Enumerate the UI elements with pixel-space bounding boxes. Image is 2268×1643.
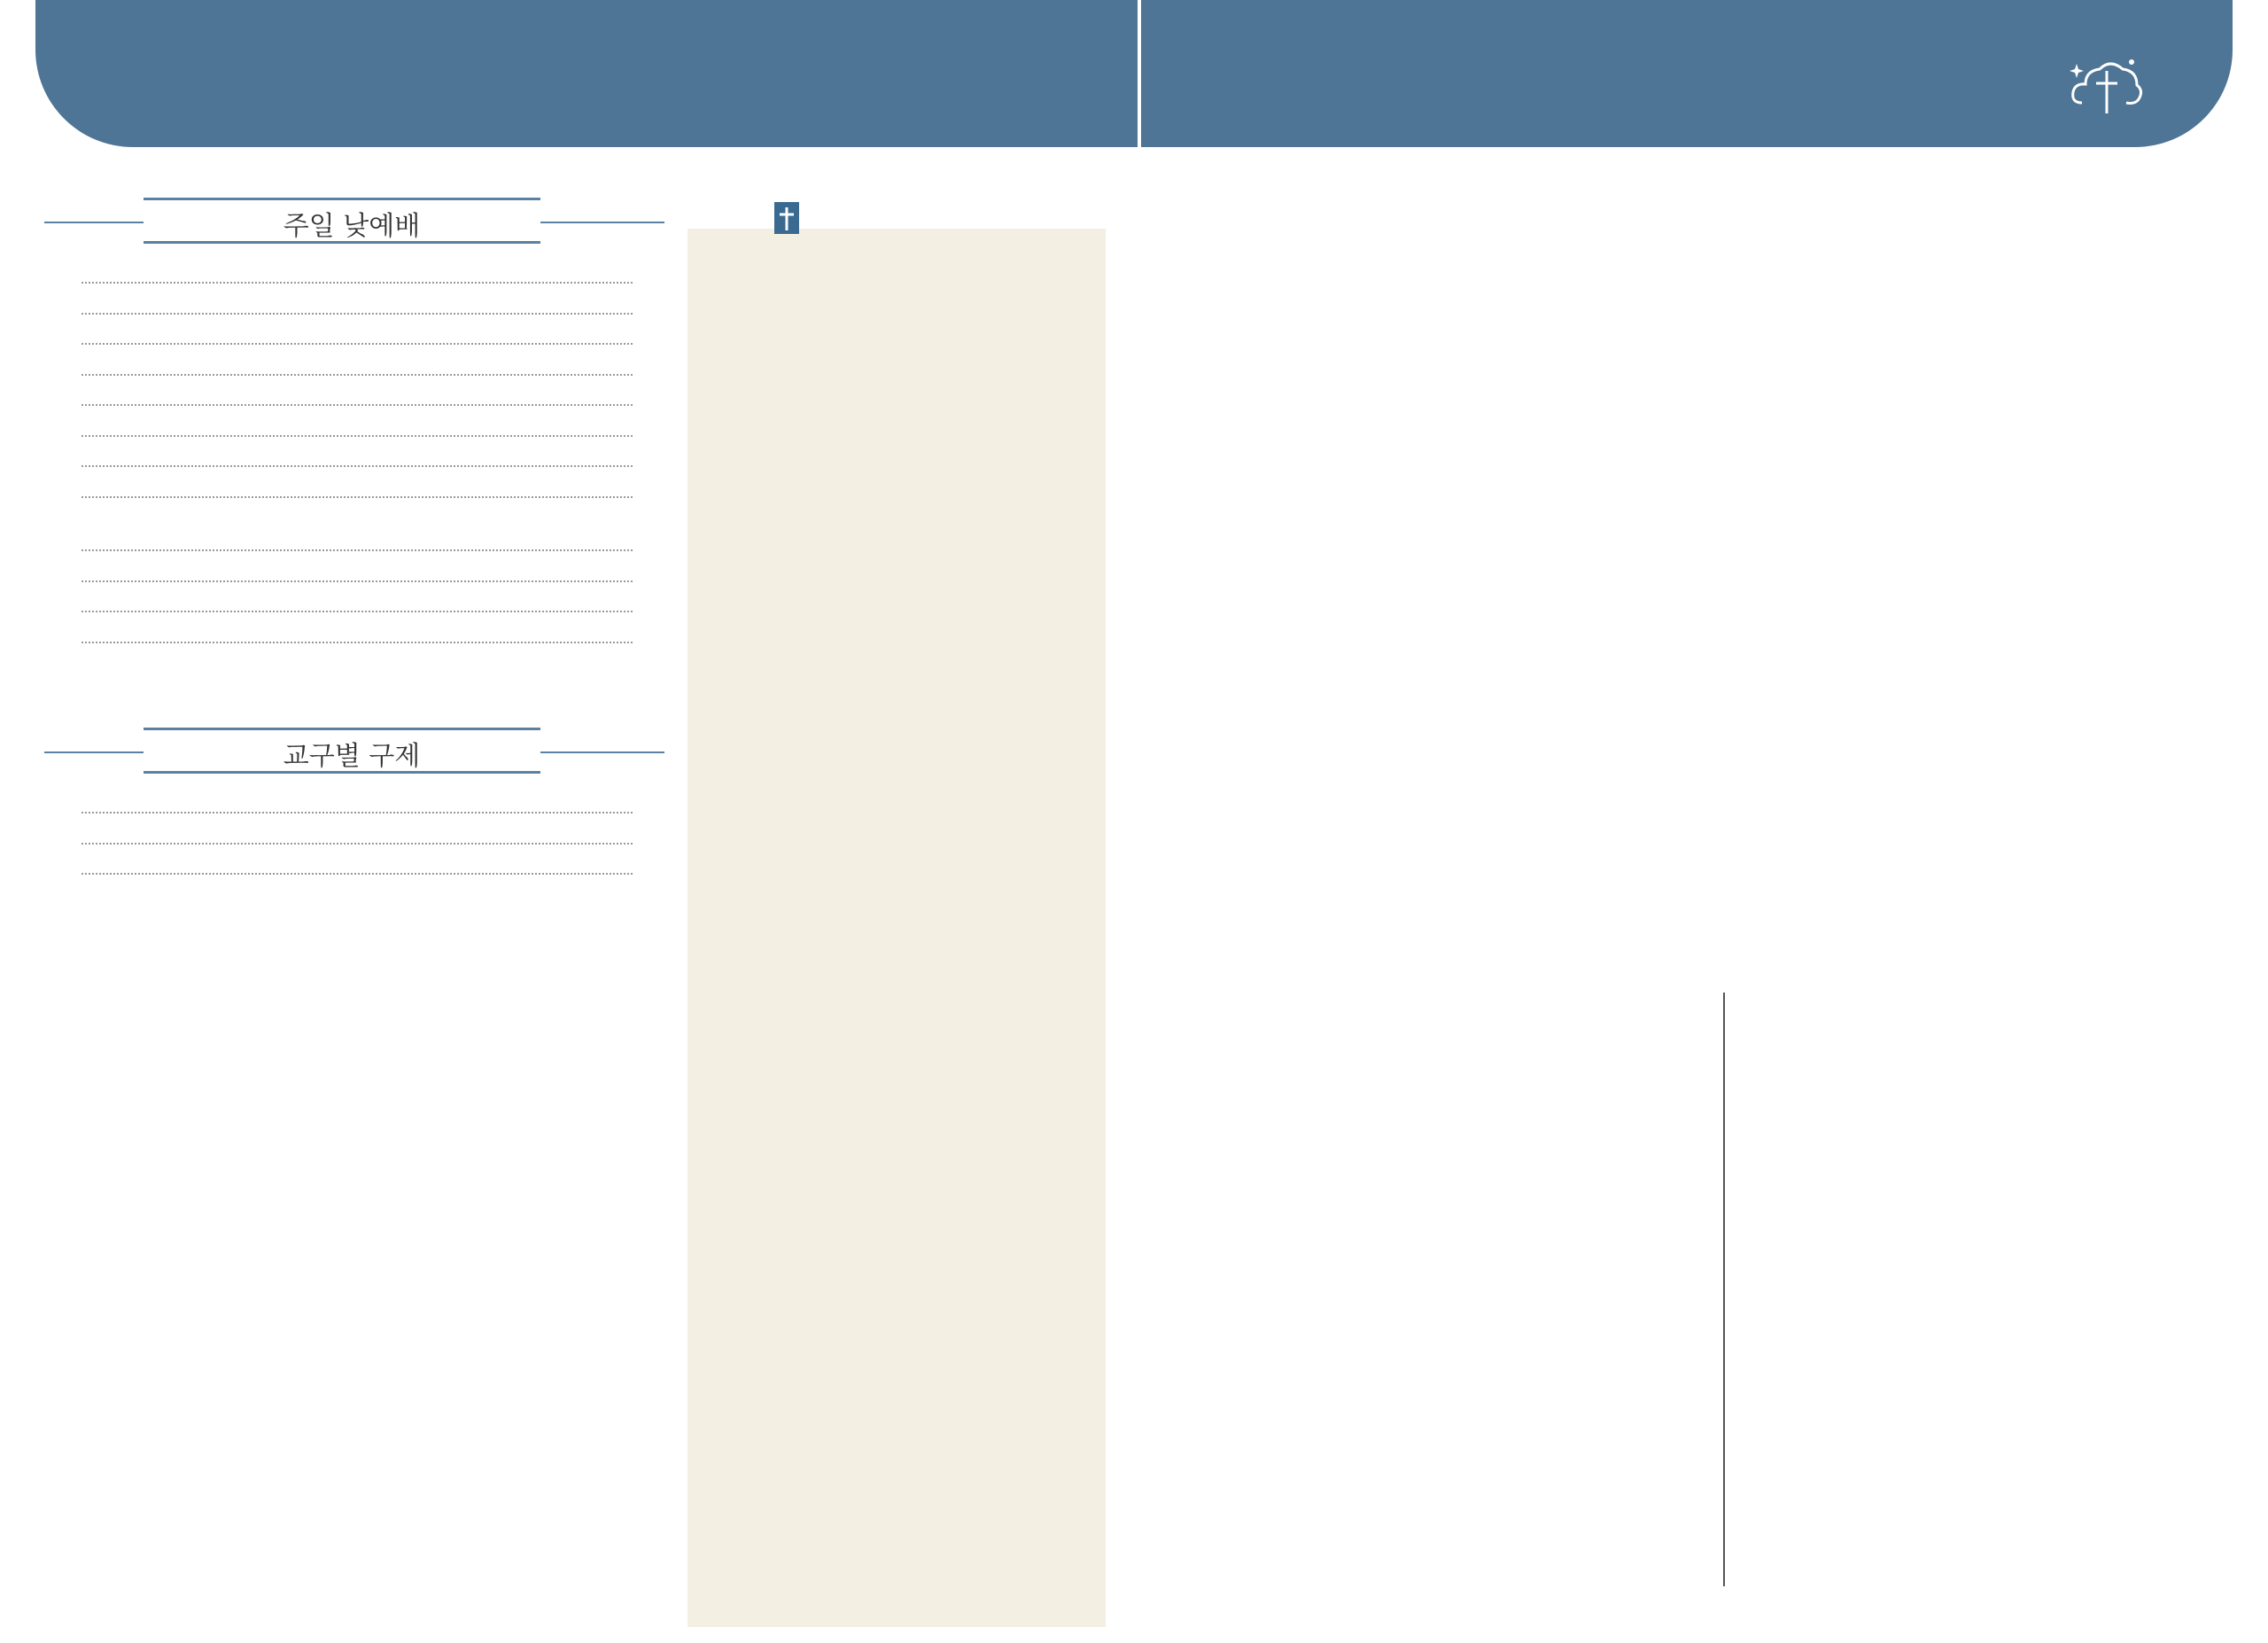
sunday-row: [76, 591, 638, 621]
dotted-leader: [82, 570, 633, 582]
header-right-band: [1141, 0, 2233, 147]
dotted-leader: [82, 455, 633, 467]
brand: [2070, 53, 2153, 119]
sunday-row: [76, 323, 638, 354]
dotted-leader: [82, 424, 633, 437]
church-name: [774, 202, 808, 242]
dotted-leader: [82, 832, 633, 845]
relief-row: [76, 853, 638, 884]
dotted-leader: [82, 631, 633, 643]
dotted-leader: [82, 271, 633, 284]
sunday-row: [76, 530, 638, 560]
column-divider: [1723, 993, 1725, 1586]
dotted-leader: [82, 332, 633, 345]
sunday-title-text: 주일 낮예배: [283, 211, 421, 242]
sunday-row: [76, 385, 638, 415]
dotted-leader: [82, 363, 633, 376]
sunday-row: [76, 561, 638, 591]
sunday-row: [76, 446, 638, 476]
sunday-row: [76, 477, 638, 507]
sunday-row: [76, 622, 638, 652]
dotted-leader: [82, 862, 633, 875]
dotted-leader: [82, 801, 633, 814]
relief-title-text: 교구별 구제: [283, 741, 421, 772]
cross-logo-icon: [774, 202, 799, 242]
relief-title: [35, 734, 668, 773]
dotted-leader: [82, 486, 633, 498]
sunday-row: [76, 262, 638, 292]
dotted-leader: [82, 539, 633, 551]
dotted-leader: [82, 302, 633, 315]
dotted-leader: [82, 393, 633, 406]
relief-row: [76, 792, 638, 822]
sunday-row: [76, 354, 638, 385]
header-left-band: [35, 0, 1138, 147]
church-info-panel: [687, 229, 1106, 1627]
sunday-title: [35, 204, 668, 243]
sunday-row: [76, 416, 638, 446]
cloud-cross-logo-icon: [2070, 53, 2144, 119]
relief-row: [76, 823, 638, 853]
dotted-leader: [82, 600, 633, 612]
sunday-row: [76, 293, 638, 323]
